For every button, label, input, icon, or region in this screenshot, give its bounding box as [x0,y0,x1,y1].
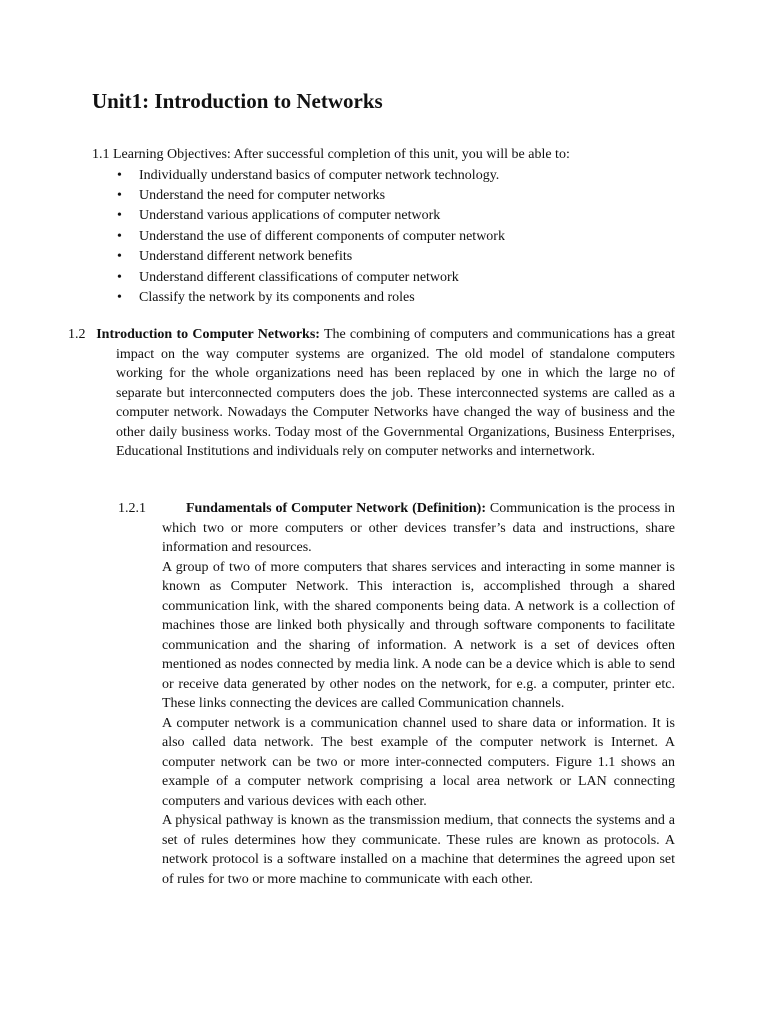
learning-objectives-section [92,145,682,308]
paragraph-text: Communication is the process in which two or more computers or other devices transfer’s data and instructions, share information and resources. [162,501,676,555]
list-item [92,206,682,226]
list-item-text: Understand different classifications of computer network [139,269,459,285]
list-item-text: Understand the use of different components of computer network [139,228,505,244]
bullet-icon: • [117,269,122,285]
section-heading: Introduction to Computer Networks: [96,327,320,342]
section-1-2-paragraph: 1.2 Introduction to Computer Networks: The combining of computers and communications has a great impact on the way computer systems are organized. The old model of standalone computers working for the whole organizations need has been replaced by one in which the large no of separate but interconnected computers does the job. These interconnected systems are called as a computer network. Nowadays the Computer Networks have changed the way of business and the other daily business works. Today most of the Governmental Organizations, Business Enterprises, Educational Institutions and individuals rely on computer networks and internetwork. [68,327,675,459]
bullet-icon: • [117,167,122,183]
section-body: The combining of computers and communications has a great impact on the way computer systems are organized. The old model of standalone computers working for the whole organizations need has been replaced by one in which the large no of separate but interconnected computers does the job. These interconnected systems are called as a computer network. Nowadays the Computer Networks have changed the way of business and the other daily business works. Today most of the Governmental Organizations, Business Enterprises, Educational Institutions and individuals rely on computer networks and internetwork. [116,327,675,459]
paragraph-communication-channel: A computer network is a communication channel used to share data or information. It is also called data network. The best example of the computer network is Internet. A computer network can be two or more inter-connected computers. Figure 1.1 shows an example of a computer network comprising a local area network or LAN connecting computers and various devices with each other. [162,715,675,809]
objectives-list [92,166,682,309]
objectives-intro: 1.1 Learning Objectives: After successful completion of this unit, you will be able to: [92,147,570,162]
list-item-text: Understand various applications of computer network [139,208,441,224]
bullet-icon: • [117,249,122,265]
bullet-icon: • [117,187,122,203]
list-item [92,268,682,288]
list-item [92,186,682,206]
paragraph-definition [118,499,676,558]
list-item-text: Classify the network by its components and roles [139,289,415,305]
section-1-2 [68,325,675,462]
list-item-text: Understand different network benefits [139,249,353,265]
list-item [92,166,682,186]
bullet-icon: • [117,208,122,224]
list-item [92,247,682,267]
bullet-icon: • [117,228,122,244]
paragraph-network-group: A group of two of more computers that shares services and interacting in some manner is known as Computer Network. This interaction is, accomplished through a shared communication link, with the shared components being data. A network is a collection of machines those are linked both physically and through software components to facilitate communication and the sharing of information. A network is a set of devices often mentioned as nodes connected by media link. A node can be a device which is able to send or receive data generated by other nodes on the network, for e.g. a computer, printer etc. These links connecting the devices are called Communication channels. [162,559,675,711]
list-item [92,227,682,247]
bullet-icon: • [117,289,122,305]
paragraph-transmission-medium: A physical pathway is known as the transmission medium, that connects the systems and a set of rules determines how they communicate. These rules are known as protocols. A network protocol is a software installed on a machine that determines the agreed upon set of rules for two or more machine to communicate with each other. [162,813,675,887]
list-item-text: Individually understand basics of computer network technology. [139,167,500,183]
subsection-heading: Fundamentals of Computer Network (Definition): [186,501,486,516]
list-item-text: Understand the need for computer networks [139,187,386,203]
section-1-2-1 [118,499,676,889]
list-item [92,288,682,308]
page-title: Unit1: Introduction to Networks [92,89,383,113]
subsection-number: 1.2.1 [118,501,146,516]
